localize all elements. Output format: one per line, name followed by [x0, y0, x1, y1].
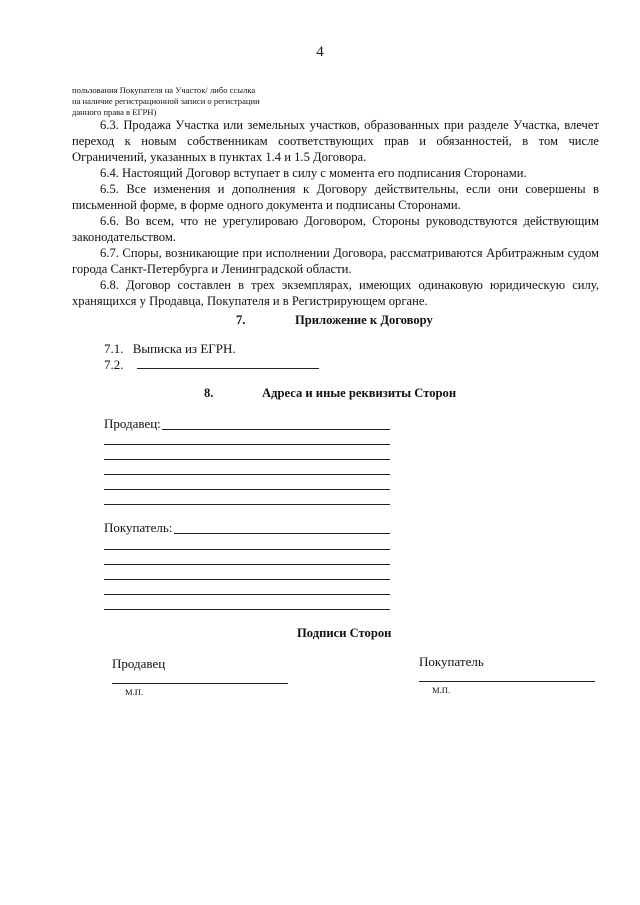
signature-buyer-label: Покупатель [419, 654, 484, 669]
top-note-line-3: данного права в ЕГРН) [72, 107, 157, 117]
seller-blank-line-6[interactable] [104, 504, 390, 505]
section-8-number: 8. [204, 386, 214, 400]
top-note-line-1: пользования Покупателя на Участок/ либо ссылка [72, 85, 256, 95]
seller-seal-mark: М.П. [125, 687, 144, 697]
clause-6-7: 6.7. Споры, возникающие при исполнении Договора, рассматриваются Арбитражным судом города Санкт-Петербурга и Ленинградской области. [72, 246, 599, 276]
item-7-2 [104, 357, 319, 373]
item-7-2-blank[interactable] [137, 368, 319, 369]
item-7-1-text: Выписка из ЕГРН. [132, 341, 236, 356]
signature-seller-label: Продавец [112, 656, 166, 671]
seller-blank-line-3[interactable] [104, 459, 390, 460]
item-7-2-num: 7.2. [104, 357, 124, 372]
item-7-1-num: 7.1. [104, 341, 124, 356]
seller-blank-line-5[interactable] [104, 489, 390, 490]
clause-6-6: 6.6. Во всем, что не урегулироваю Договором, Стороны руководствуются действующим законодательством. [72, 214, 599, 244]
buyer-label: Покупатель: [104, 520, 173, 535]
clause-6-5: 6.5. Все изменения и дополнения к Договору действительны, если они совершены в письменной форме, в форме одного документа и подписаны Сторонами. [72, 182, 599, 212]
item-7-1 [104, 341, 236, 357]
seller-label: Продавец: [104, 416, 161, 431]
buyer-blank-line-3[interactable] [104, 564, 390, 565]
buyer-seal-mark: М.П. [432, 685, 451, 695]
section-7-number: 7. [236, 313, 246, 327]
section-8-title: Адреса и иные реквизиты Сторон [262, 386, 457, 400]
page-number: 4 [316, 44, 324, 60]
buyer-blank-line-5[interactable] [104, 594, 390, 595]
signatures-title: Подписи Сторон [297, 626, 392, 640]
seller-signature-line[interactable] [112, 683, 288, 684]
clause-6-3: 6.3. Продажа Участка или земельных участков, образованных при разделе Участка, влечет переход к новым собственникам соответствующих прав и обязанностей, в том числе Ограничений, указанных в пунктах 1.4 и 1.5 Договора. [72, 118, 599, 164]
clause-6-8: 6.8. Договор составлен в трех экземплярах, имеющих одинаковую юридическую силу, хранящихся у Продавца, Покупателя и в Регистрирующем органе. [72, 278, 599, 308]
buyer-blank-line-2[interactable] [104, 549, 390, 550]
buyer-blank-line-6[interactable] [104, 609, 390, 610]
buyer-signature-line[interactable] [419, 681, 595, 682]
section-7-title: Приложение к Договору [295, 313, 433, 327]
seller-blank-line-1[interactable] [162, 429, 390, 430]
seller-blank-line-4[interactable] [104, 474, 390, 475]
clause-6-4: 6.4. Настоящий Договор вступает в силу с момента его подписания Сторонами. [100, 166, 527, 180]
top-note-line-2: на наличие регистрационной записи о регистрации [72, 96, 260, 106]
buyer-blank-line-4[interactable] [104, 579, 390, 580]
buyer-blank-line-1[interactable] [174, 533, 390, 534]
seller-blank-line-2[interactable] [104, 444, 390, 445]
